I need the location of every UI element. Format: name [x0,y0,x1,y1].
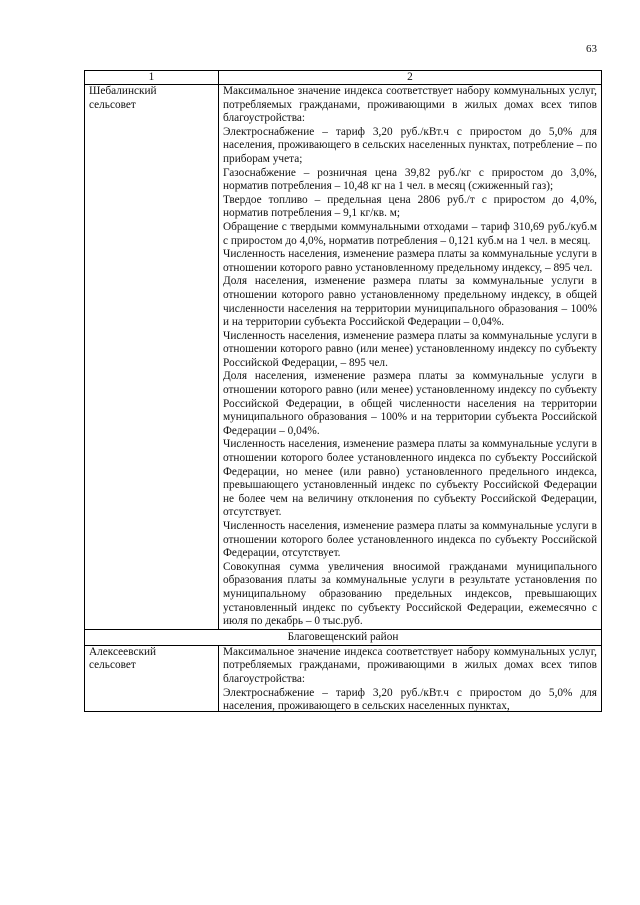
paragraph: Доля населения, изменение размера платы за коммунальные услуги в отношении которого равно установленному предельному индексу, в общей численности населения на территории муниципального образования – 100% и на территории субъекта Российской Федерации – 0,04%. [223,275,597,329]
paragraph: Численность населения, изменение размера платы за коммунальные услуги в отношении которого более установленного индекса по субъекту Российской Федерации, но менее (или равно) установленного предельного индекса, превышающего установленный индекс по субъекту Российской Федерации не более чем на величину отклонения по субъекту Российской Федерации, отсутствует. [223,438,597,519]
column-header-2: 2 [219,71,602,85]
paragraph: Совокупная сумма увеличения вносимой гражданами муниципального образования платы за коммунальные услуги в результате установления по муниципальному образованию предельных индексов, превышающих установленный индекс по субъекту Российской Федерации, ежемесячно с июля по декабрь – 0 тыс.руб. [223,560,597,628]
table-row [85,85,602,630]
district-heading: Благовещенский район [85,629,602,645]
paragraph: Электроснабжение – тариф 3,20 руб./кВт.ч с приростом до 5,0% для населения, проживающего в сельских населенных пунктах, [223,686,597,711]
district-heading-row [85,629,602,645]
truncated-cell-content [223,646,597,711]
municipality-name-line: Шебалинский [89,85,157,97]
paragraph: Численность населения, изменение размера платы за коммунальные услуги в отношении которого более установленного индекса по субъекту Российской Федерации, отсутствует. [223,520,597,560]
paragraph: Максимальное значение индекса соответствует набору коммунальных услуг, потребляемых гражданами, проживающими в жилых домах всех типов благоустройства: [223,645,597,685]
municipality-name-cell [85,645,219,711]
paragraph: Обращение с твердыми коммунальными отходами – тариф 310,69 руб./куб.м с приростом до 4,0%, норматив потребления – 0,121 куб.м на 1 чел. в месяц. [223,220,597,247]
page-number: 63 [586,43,597,55]
paragraph: Численность населения, изменение размера платы за коммунальные услуги в отношении которого равно (или менее) установленному индексу по субъекту Российской Федерации, – 895 чел. [223,329,597,369]
index-description-cell [219,85,602,630]
municipal-index-table [84,70,602,712]
paragraph: Твердое топливо – предельная цена 2806 руб./т с приростом до 4,0%, норматив потребления – 9,1 кг/кв. м; [223,193,597,220]
municipality-name-line: сельсовет [89,659,136,672]
paragraph: Максимальное значение индекса соответствует набору коммунальных услуг, потребляемых гражданами, проживающими в жилых домах всех типов благоустройства: [223,85,597,125]
column-header-1: 1 [85,71,219,85]
paragraph: Электроснабжение – тариф 3,20 руб./кВт.ч с приростом до 5,0% для населения, проживающего в сельских населенных пунктах, потребление – по приборам учета; [223,125,597,165]
paragraph: Газоснабжение – розничная цена 39,82 руб./кг с приростом до 3,0%, норматив потребления – 10,48 кг на 1 чел. в месяц (сжиженный газ); [223,166,597,193]
municipality-name-line: сельсовет [89,98,136,111]
paragraph: Доля населения, изменение размера платы за коммунальные услуги в отношении которого равно (или менее) установленному индексу по субъекту Российской Федерации, в общей численности населения на территории муниципального образования – 100% и на территории субъекта Российской Федерации – 0,04%. [223,370,597,437]
paragraph: Численность населения, изменение размера платы за коммунальные услуги в отношении которого равно установленному предельному индексу, – 895 чел. [223,248,597,274]
index-description-cell [219,645,602,711]
table-header-row [85,71,602,85]
table-row [85,645,602,711]
municipality-name-line: Алексеевский [89,645,157,658]
municipality-name-cell [85,85,219,630]
